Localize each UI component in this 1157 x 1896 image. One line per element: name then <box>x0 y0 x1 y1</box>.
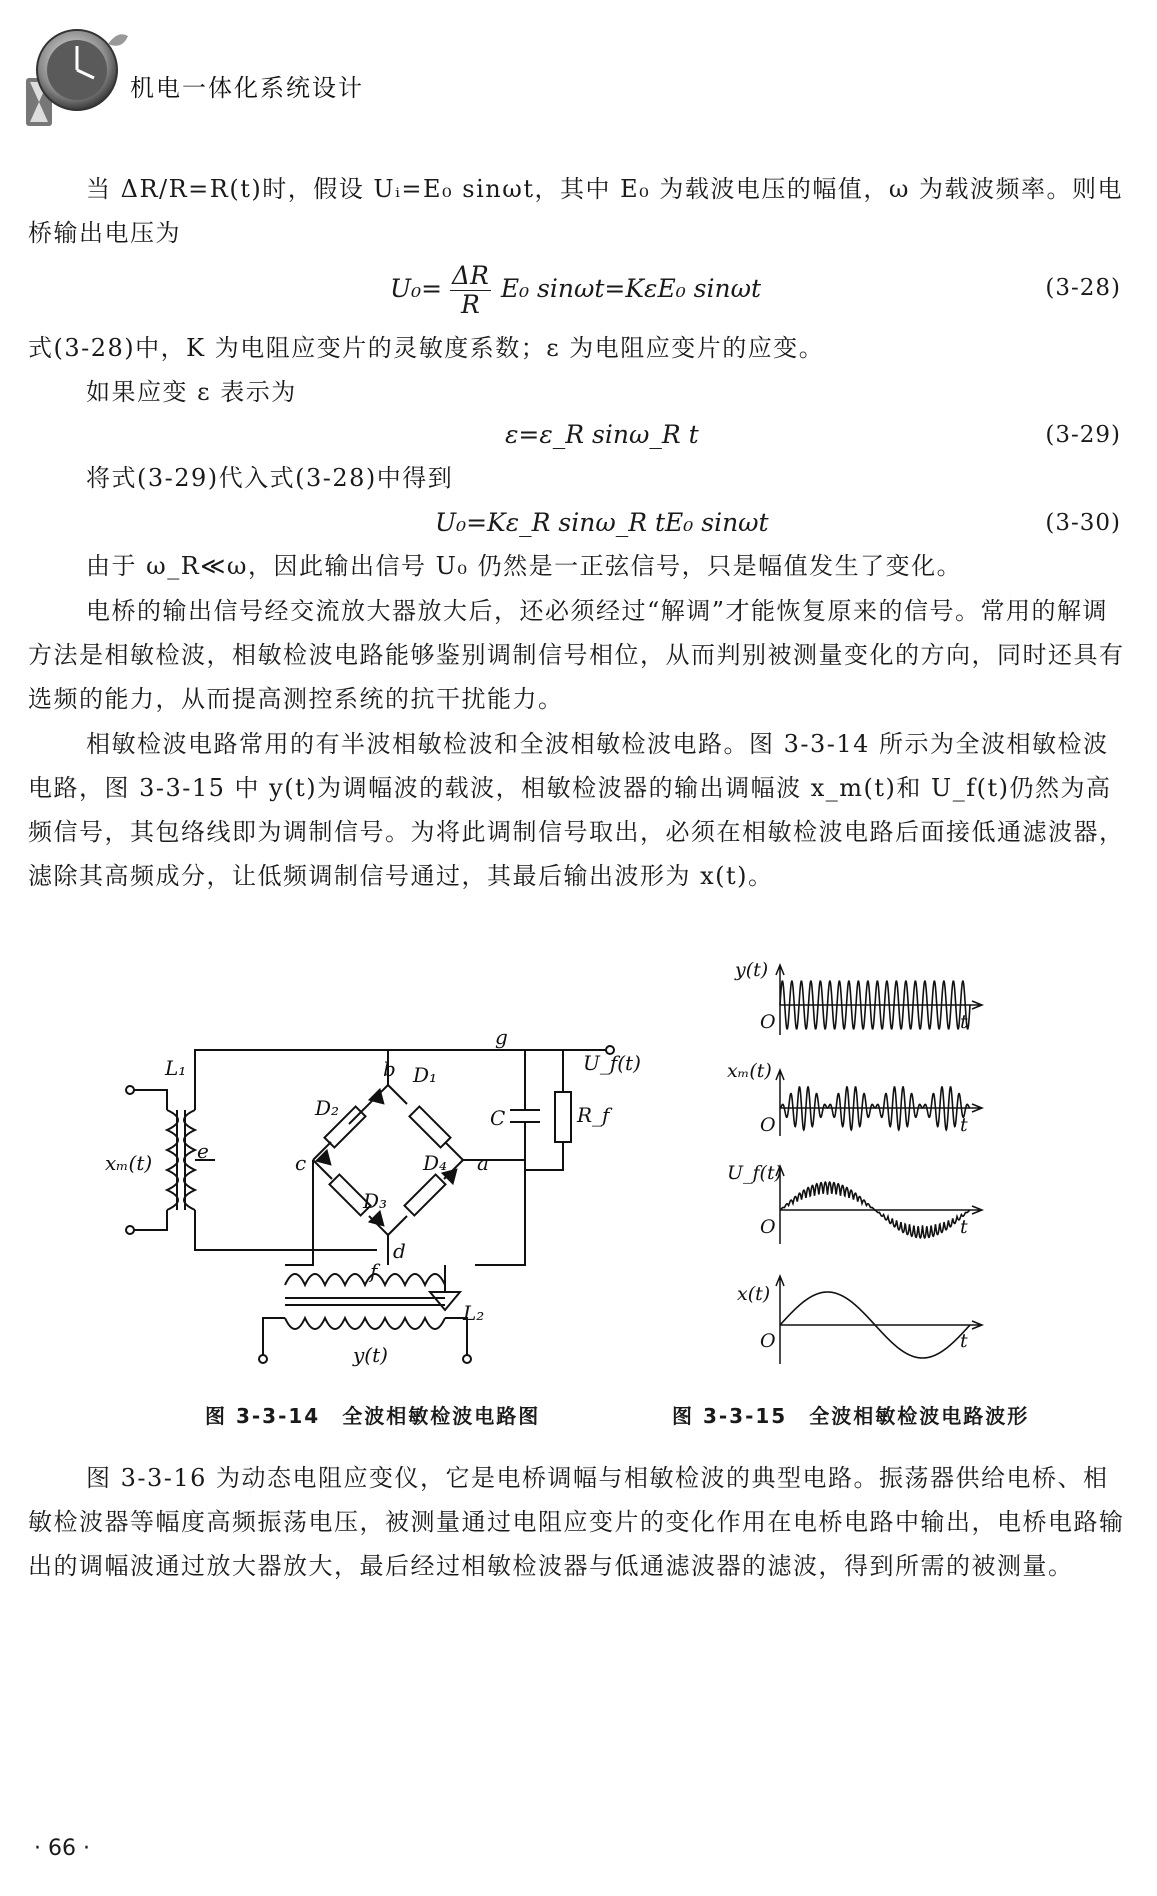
book-title: 机电一体化系统设计 <box>130 74 364 102</box>
origin-1: O <box>760 1011 776 1033</box>
label-xm: xₘ(t) <box>727 1060 772 1082</box>
eq1-denominator: R <box>461 290 480 319</box>
equation-3-30: U₀=Kε_R sinω_R tE₀ sinωt <box>435 508 769 537</box>
figure-3-3-14-caption: 图 3-3-14 全波相敏检波电路图 <box>205 1404 541 1428</box>
t-axis-2: t <box>960 1114 968 1136</box>
paragraph-5: 由于 ω_R≪ω，因此输出信号 U₀ 仍然是一正弦信号，只是幅值发生了变化。 <box>86 552 963 580</box>
origin-4: O <box>760 1330 776 1352</box>
y-wave <box>780 981 970 1029</box>
label-D1: D₁ <box>413 1063 438 1087</box>
eq1-number: (3-28) <box>1045 275 1121 301</box>
eq1-lhs: U₀= <box>390 274 443 303</box>
circuit-diagram <box>105 1030 665 1450</box>
label-D2: D₂ <box>315 1096 340 1120</box>
label-c: c <box>295 1151 307 1175</box>
paragraph-8: 图 3-3-16 为动态电阻应变仪，它是电桥调幅与相敏检波的典型电路。振荡器供给电桥、相敏检波器等幅度高频振荡电压，被测量通过电阻应变片的变化作用在电桥电路中输出，电桥电路输出的调幅波通过放大器放大，最后经过相敏检波器与低通滤波器的滤波，得到所需的被测量。 <box>28 1464 1125 1580</box>
axis-3 <box>776 1166 982 1244</box>
paragraph-6: 电桥的输出信号经交流放大器放大后，还必须经过“解调”才能恢复原来的信号。常用的解调方法是相敏检波，相敏检波电路能够鉴别调制信号相位，从而判别被测量变化的方向，同时还具有选频的能力，从而提高测控系统的抗干扰能力。 <box>28 597 1125 713</box>
axis-4 <box>776 1276 982 1364</box>
equation-3-28 <box>390 262 761 319</box>
paragraph-1: 当 ΔR/R=R(t)时，假设 Uᵢ=E₀ sinωt，其中 E₀ 为载波电压的幅值，ω 为载波频率。则电桥输出电压为 <box>28 175 1124 247</box>
label-f: f <box>370 1259 378 1283</box>
label-D3: D₃ <box>363 1189 388 1213</box>
label-yt: y(t) <box>353 1343 388 1367</box>
label-uf: U_f(t) <box>727 1162 783 1184</box>
clock-hourglass-logo <box>22 22 132 132</box>
t-axis-4: t <box>960 1330 968 1352</box>
equation-3-29: ε=ε_R sinω_R t <box>505 420 699 449</box>
page-number: · 66 · <box>34 1836 90 1861</box>
label-C: C <box>490 1106 506 1130</box>
label-y: y(t) <box>735 959 769 981</box>
paragraph-7: 相敏检波电路常用的有半波相敏检波和全波相敏检波电路。图 3-3-14 所示为全波相敏检波电路，图 3-3-15 中 y(t)为调幅波的载波，相敏检波器的输出调幅波 x_m(t)和 U_f(t)仍然为高频信号，其包络线即为调制信号。为将此调制信号取出，必须在相敏检波电路后面接低通滤波器，滤除其高频成分，让低频调制信号通过，其最后输出波形为 x(t)。 <box>28 730 1125 890</box>
label-Uf: U_f(t) <box>583 1051 641 1075</box>
eq1-numerator: ΔR <box>452 261 489 290</box>
eq2-number: (3-29) <box>1045 422 1121 448</box>
eq3-number: (3-30) <box>1045 510 1121 536</box>
paragraph-2: 式(3-28)中，K 为电阻应变片的灵敏度系数；ε 为电阻应变片的应变。 <box>28 334 825 362</box>
label-Rf: R_f <box>577 1103 610 1127</box>
label-L1: L₁ <box>165 1056 187 1080</box>
paragraph-4: 将式(3-29)代入式(3-28)中得到 <box>86 464 454 492</box>
label-d: d <box>393 1239 406 1263</box>
origin-3: O <box>760 1216 776 1238</box>
eq1-rhs: E₀ sinωt=KεE₀ sinωt <box>500 274 762 303</box>
t-axis-1: t <box>960 1011 968 1033</box>
t-axis-3: t <box>960 1216 968 1238</box>
label-L2: L₂ <box>463 1301 485 1325</box>
label-b: b <box>383 1057 396 1081</box>
waveform-diagram <box>725 955 995 1375</box>
eq1-fraction <box>450 262 491 319</box>
label-a: a <box>477 1151 489 1175</box>
label-D4: D₄ <box>423 1151 448 1175</box>
label-x: x(t) <box>737 1283 771 1305</box>
paragraph-3: 如果应变 ε 表示为 <box>86 378 297 406</box>
figure-3-3-15-caption: 图 3-3-15 全波相敏检波电路波形 <box>672 1404 1030 1428</box>
origin-2: O <box>760 1114 776 1136</box>
label-e: e <box>197 1139 209 1163</box>
label-g: g <box>495 1030 508 1049</box>
label-xm: xₘ(t) <box>105 1151 153 1175</box>
